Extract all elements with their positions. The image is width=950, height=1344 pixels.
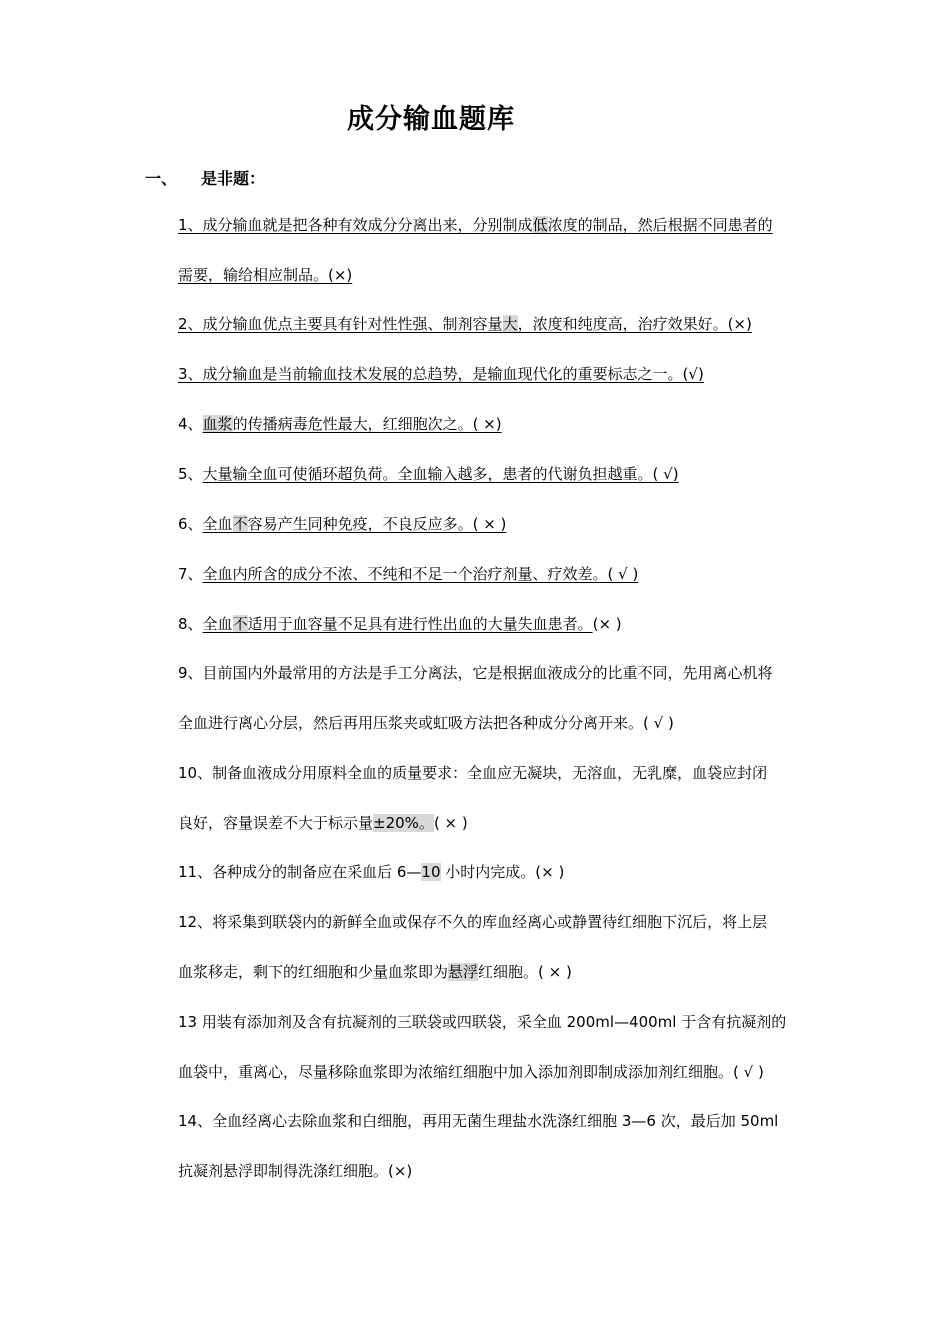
question-10-line-1 bbox=[178, 763, 767, 783]
question-11-highlight: 10 bbox=[421, 863, 441, 881]
question-2-highlight: 大 bbox=[502, 315, 518, 333]
question-11 bbox=[178, 862, 564, 882]
question-4 bbox=[178, 414, 502, 434]
section-label: 是非题： bbox=[201, 169, 266, 188]
question-8-text-cont: 适用于血容量不足具有进行性出血的大量失血患者。 bbox=[247, 615, 593, 633]
section-number: 一、 bbox=[145, 169, 178, 188]
question-2-text: 2、成分输血优点主要具有针对性性强、制剂容量 bbox=[178, 315, 503, 333]
question-13-text: 13 用装有添加剂及含有抗凝剂的三联袋或四联袋，采全血 200ml—400ml 于含有抗凝剂的 bbox=[178, 1013, 787, 1031]
question-7 bbox=[178, 564, 638, 584]
question-12-line-1 bbox=[178, 912, 767, 932]
question-3-text: 3、成分输血是当前输血技术发展的总趋势，是输血现代化的重要标志之一。(√) bbox=[178, 365, 704, 383]
question-2-text-cont: ，浓度和纯度高，治疗效果好。(×) bbox=[517, 315, 752, 333]
question-13-line-1 bbox=[178, 1012, 786, 1032]
question-14-text: 14、全血经离心去除血浆和白细胞，再用无菌生理盐水洗涤红细胞 3—6 次，最后加 50ml bbox=[178, 1112, 779, 1130]
question-10-line-2 bbox=[178, 813, 468, 833]
question-9-line-1 bbox=[178, 663, 773, 683]
question-8-number: 8、 bbox=[178, 615, 203, 633]
question-12-line-2 bbox=[178, 962, 572, 982]
question-5 bbox=[178, 464, 679, 484]
question-11-text: 11、各种成分的制备应在采血后 6— bbox=[178, 863, 422, 881]
question-6-text-cont: 容易产生同种免疫，不良反应多。( × ) bbox=[247, 515, 507, 533]
question-6-highlight: 不 bbox=[232, 515, 248, 533]
question-1-text-cont: 浓度的制品，然后根据不同患者的 bbox=[547, 216, 773, 234]
question-6-text: 全血 bbox=[202, 515, 233, 533]
question-12-text-cont: 血浆移走，剩下的红细胞和少量血浆即为 bbox=[178, 963, 449, 981]
question-14-line-2 bbox=[178, 1161, 412, 1181]
question-2 bbox=[178, 314, 752, 334]
question-11-text-cont: 小时内完成。(× ) bbox=[440, 863, 565, 881]
question-10-text-cont: 良好，容量误差不大于标示量 bbox=[178, 814, 374, 832]
question-4-highlight: 血浆 bbox=[202, 415, 233, 433]
question-6 bbox=[178, 514, 506, 534]
question-9-text-cont: 全血进行离心分层，然后再用压浆夹或虹吸方法把各种成分分离开来。( √ ) bbox=[178, 714, 674, 732]
question-10-answer: ( × ) bbox=[433, 814, 468, 832]
question-3 bbox=[178, 364, 704, 384]
question-8-answer: (× ) bbox=[592, 615, 622, 633]
question-13-text-cont: 血袋中，重离心，尽量移除血浆即为浓缩红细胞中加入添加剂即制成添加剂红细胞。( √ ) bbox=[178, 1063, 764, 1081]
question-10-text: 10、制备血液成分用原料全血的质量要求：全血应无凝块，无溶血，无乳糜，血袋应封闭 bbox=[178, 764, 768, 782]
question-1-answer: 需要，输给相应制品。(×) bbox=[178, 266, 353, 284]
question-12-highlight: 悬浮 bbox=[448, 963, 479, 981]
question-5-number: 5、 bbox=[178, 465, 203, 483]
question-10-highlight: ±20%。 bbox=[373, 814, 434, 832]
question-1-highlight: 低 bbox=[532, 216, 548, 234]
question-13-line-2 bbox=[178, 1062, 764, 1082]
question-12-text: 12、将采集到联袋内的新鲜全血或保存不久的库血经离心或静置待红细胞下沉后，将上层 bbox=[178, 913, 768, 931]
question-4-number: 4、 bbox=[178, 415, 203, 433]
question-8 bbox=[178, 614, 622, 634]
question-4-text: 的传播病毒危性最大，红细胞次之。( ×) bbox=[232, 415, 502, 433]
question-1-line-2 bbox=[178, 265, 352, 285]
question-8-highlight: 不 bbox=[232, 615, 248, 633]
question-7-text: 全血内所含的成分不浓、不纯和不足一个治疗剂量、疗效差。( √ ) bbox=[202, 565, 639, 583]
question-9-text: 9、目前国内外最常用的方法是手工分离法，它是根据血液成分的比重不同，先用离心机将 bbox=[178, 664, 773, 682]
question-14-text-cont: 抗凝剂悬浮即制得洗涤红细胞。(×) bbox=[178, 1162, 413, 1180]
question-14-line-1 bbox=[178, 1111, 778, 1131]
question-7-number: 7、 bbox=[178, 565, 203, 583]
question-8-text: 全血 bbox=[202, 615, 233, 633]
question-6-number: 6、 bbox=[178, 515, 203, 533]
question-12-answer: 红细胞。( × ) bbox=[478, 963, 572, 981]
question-9-line-2 bbox=[178, 713, 674, 733]
question-1-line-1 bbox=[178, 215, 773, 235]
question-1-text: 1、成分输血就是把各种有效成分分离出来，分别制成 bbox=[178, 216, 533, 234]
question-5-text: 大量输全血可使循环超负荷。全血输入越多，患者的代谢负担越重。( √) bbox=[202, 465, 679, 483]
page-title: 成分输血题库 bbox=[347, 104, 515, 135]
